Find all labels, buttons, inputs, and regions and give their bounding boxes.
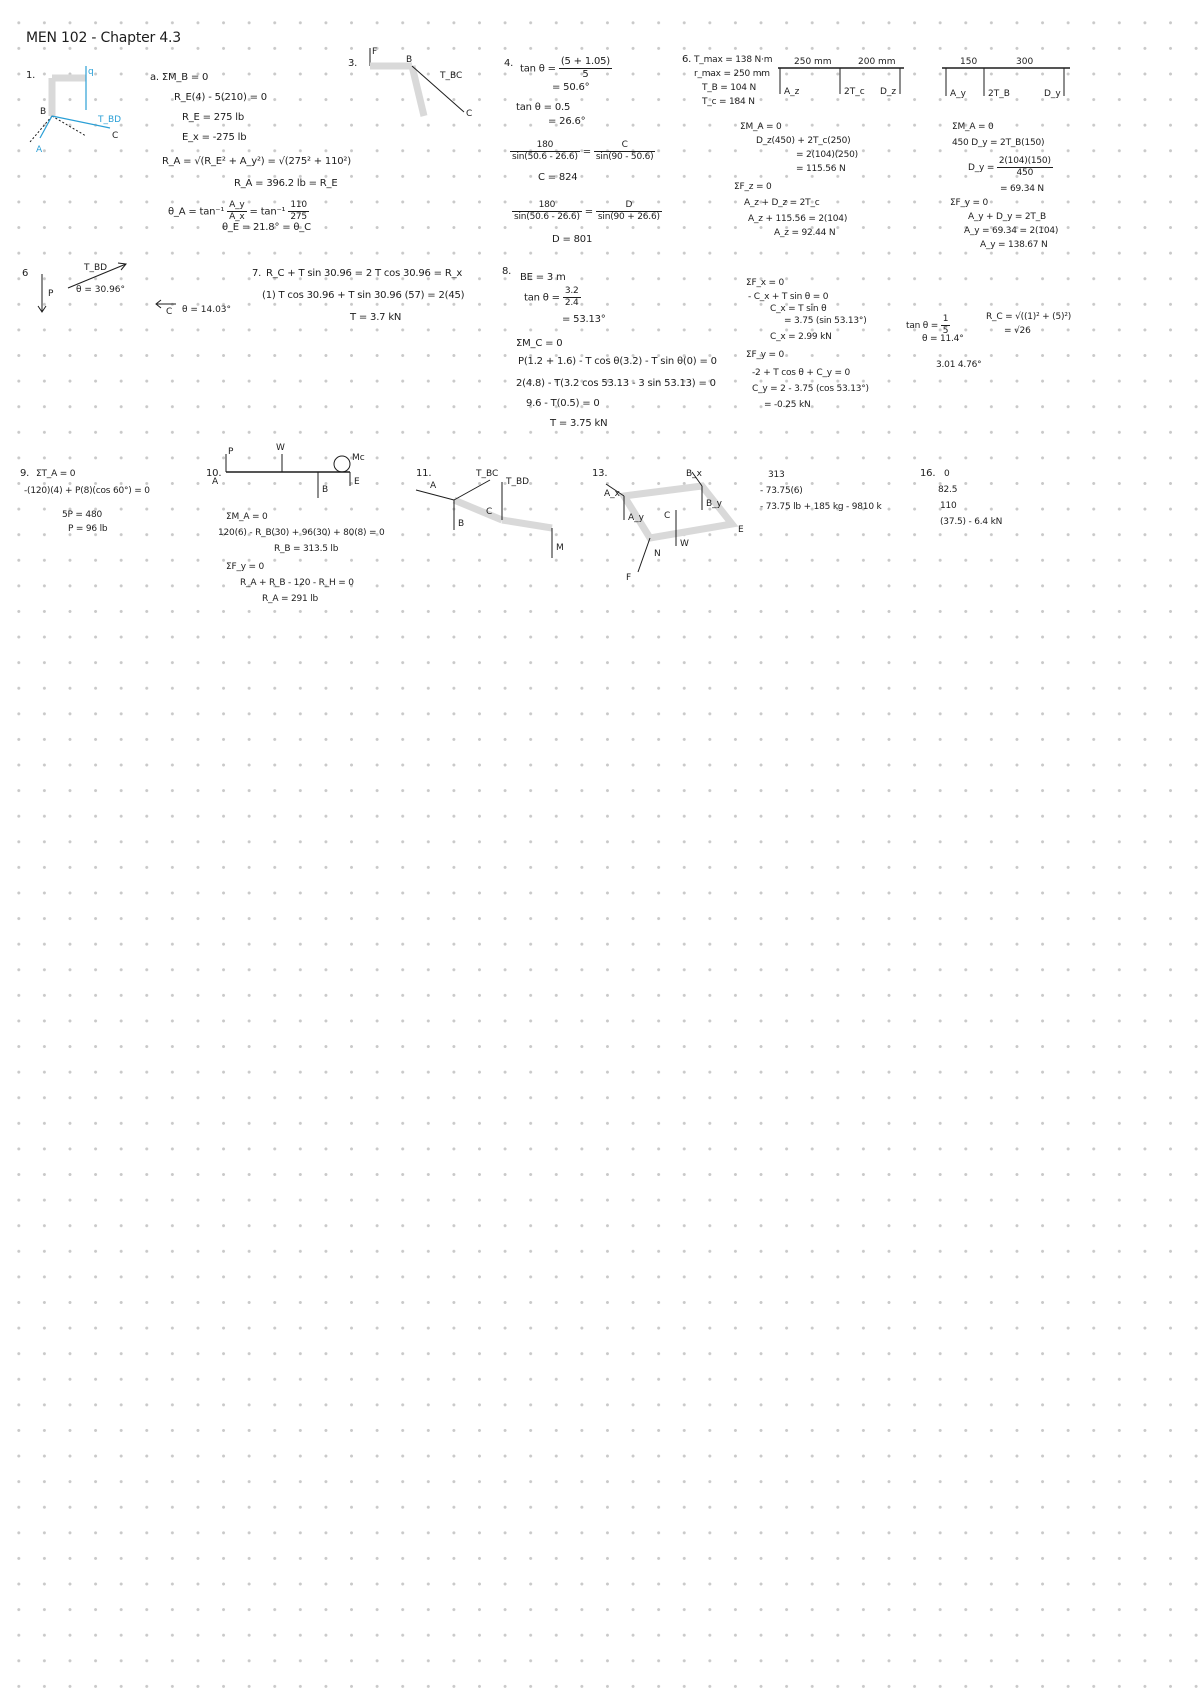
problem-8b-calc-2: - C_x + T sin θ = 0 xyxy=(748,292,829,302)
problem-8b-calc-5: C_x = 2.99 kN xyxy=(770,332,832,342)
problem-16-line-4: (37.5) - 6.4 kN xyxy=(940,517,1003,527)
problem-11-label-tbd: T_BD xyxy=(506,477,530,487)
problem-1-label-c: C xyxy=(112,131,119,141)
problem-6-line-4: T_c = 184 N xyxy=(702,97,755,107)
problem-8b-calc-6: ΣF_y = 0 xyxy=(746,350,785,360)
problem-4-line-5: D = 801 xyxy=(552,234,593,245)
problem-11-diagram xyxy=(412,470,572,566)
problem-6-calc-5: ΣF_z = 0 xyxy=(734,182,772,192)
problem-6-beam-diagram xyxy=(776,54,906,104)
problem-6b-calc-5: A_y + D_y = 2T_B xyxy=(968,212,1046,222)
problem-10-label-w: W xyxy=(276,443,285,453)
problem-13-label-e: E xyxy=(738,525,744,535)
problem-6b-beam-b: 2T_B xyxy=(988,89,1010,99)
problem-6-calc-3: = 2(104)(250) xyxy=(796,150,858,160)
problem-8-calc-1: ΣM_C = 0 xyxy=(516,338,563,349)
problem-13-label-n: N xyxy=(654,549,661,559)
problem-6-dim-2: 200 mm xyxy=(858,57,896,67)
problem-13-number: 13. xyxy=(592,468,608,479)
problem-8b-calc-7: -2 + T cos θ + C_y = 0 xyxy=(752,368,851,378)
problem-10-label-mc: Mc xyxy=(352,453,365,463)
problem-6-beam-c: D_z xyxy=(880,87,897,97)
problem-8-line-2: = 53.13° xyxy=(562,314,606,325)
problem-6b-calc-7: A_y = 138.67 N xyxy=(980,240,1048,250)
problem-13-label-f: F xyxy=(626,573,632,583)
problem-13-label-bx: B_x xyxy=(686,469,703,479)
problem-11-label-a: A xyxy=(430,481,437,491)
problem-13-label-w: W xyxy=(680,539,689,549)
problem-9-line-3: 5P = 480 xyxy=(62,510,102,520)
problem-6-calc-4: = 115.56 N xyxy=(796,164,846,174)
problem-3-diagram xyxy=(360,44,480,130)
problem-10-calc-2: 120(6) - R_B(30) + 96(30) + 80(8) = 0 xyxy=(218,528,385,538)
problem-8b-calc-8: C_y = 2 - 3.75 (cos 53.13°) xyxy=(752,384,869,394)
problem-6c-label-t: T_BD xyxy=(84,263,108,273)
problem-1-label-q: q xyxy=(88,67,94,77)
problem-6c-number: 6 xyxy=(22,268,29,279)
problem-4-line-1: = 50.6° xyxy=(552,82,590,93)
problem-6c-label-angle: θ = 30.96° xyxy=(76,285,126,295)
problem-8c-line-1: θ = 11.4° xyxy=(922,334,964,344)
problem-4-line-2: tan θ = 0.5 xyxy=(516,102,571,113)
problem-8b-calc-1: ΣF_x = 0 xyxy=(746,278,785,288)
problem-8c-rc-equation: R_C = √((1)² + (5)²) xyxy=(986,312,1072,322)
problem-1-line-1: a. ΣM_B = 0 xyxy=(150,72,209,83)
problem-6b-dy-equation: D_y = $\frac{2(104)(150)}{450}$ xyxy=(968,156,1051,178)
problem-6c-label-angle-2: θ = 14.03° xyxy=(182,305,232,315)
problem-6b-beam-diagram xyxy=(940,54,1072,104)
problem-6-calc-1: ΣM_A = 0 xyxy=(740,122,782,132)
problem-11-label-c: C xyxy=(486,507,493,517)
problem-7-line-1: R_C + T sin 30.96 = 2 T cos 30.96 = R_x xyxy=(266,268,463,279)
problem-8-line-1: BE = 3 m xyxy=(520,272,566,283)
problem-6-line-1: T_max = 138 N·m xyxy=(694,55,773,65)
problem-6b-dim-2: 300 xyxy=(1016,57,1034,67)
problem-7-number: 7. xyxy=(252,268,262,279)
problem-6-beam-b: 2T_c xyxy=(844,87,865,97)
problem-3-label-c: C xyxy=(466,109,473,119)
problem-6b-dim-1: 150 xyxy=(960,57,978,67)
problem-1-line-4: E_x = -275 lb xyxy=(182,132,247,143)
page-title: MEN 102 - Chapter 4.3 xyxy=(26,30,182,46)
problem-9-line-4: P = 96 lb xyxy=(68,524,108,534)
problem-1-diagram xyxy=(24,58,144,162)
problem-4-tan-equation: tan θ = $\frac{(5 + 1.05)}{5}$ xyxy=(520,56,610,80)
problem-3-label-t: T_BC xyxy=(440,71,463,81)
problem-1-line-3: R_E = 275 lb xyxy=(182,112,244,123)
problem-6-beam-a: A_z xyxy=(784,87,800,97)
problem-11-number: 11. xyxy=(416,468,432,479)
problem-8-tan-equation: tan θ = $\frac{3.2}{2.4}$ xyxy=(524,286,579,308)
problem-6-calc-7: A_z + 115.56 = 2(104) xyxy=(748,214,848,224)
problem-8c-tan-equation: tan θ = $\frac{1}{5}$ xyxy=(906,314,949,336)
problem-4-sine-rule-d: $\frac{180}{\sin(50.6 - 26.6)}$ = $\frac{D}{\sin(90 + 26.6)}$ xyxy=(514,200,660,222)
problem-16-line-2: 82.5 xyxy=(938,485,958,495)
problem-1-label-a: A xyxy=(36,145,43,155)
problem-8-number: 8. xyxy=(502,266,512,277)
problem-13-label-ay: A_y xyxy=(628,513,644,523)
problem-6b-calc-2: 450 D_y = 2T_B(150) xyxy=(952,138,1045,148)
problem-6-calc-2: D_z(450) + 2T_c(250) xyxy=(756,136,851,146)
problem-6-number: 6. xyxy=(682,54,692,65)
problem-13b-line-3: - 73.75 lb + 185 kg - 9810 k xyxy=(760,502,882,512)
problem-13-label-c: C xyxy=(664,511,671,521)
problem-3-number: 3. xyxy=(348,58,358,69)
problem-10-label-b: B xyxy=(322,485,329,495)
problem-7-line-2: (1) T cos 30.96 + T sin 30.96 (57) = 2(45) xyxy=(262,290,465,301)
problem-9-number: 9. xyxy=(20,468,30,479)
problem-9-line-1: ΣT_A = 0 xyxy=(36,469,76,479)
problem-1-theta-equation: θ_A = tan⁻¹ $\frac{A\_y}{A\_x}$ = tan⁻¹ $\frac{110}{275}$ xyxy=(168,200,307,222)
problem-10-label-a: A xyxy=(212,477,219,487)
problem-8b-calc-9: = -0.25 kN xyxy=(764,400,811,410)
problem-6b-calc-3: = 69.34 N xyxy=(1000,184,1044,194)
problem-6-dim-1: 250 mm xyxy=(794,57,832,67)
problem-1-label-t: T_BD xyxy=(98,115,122,125)
problem-10-calc-5: R_A + R_B - 120 - R_H = 0 xyxy=(240,578,354,588)
problem-4-number: 4. xyxy=(504,58,514,69)
problem-13b-line-2: - 73.75(6) xyxy=(760,486,803,496)
problem-7-line-3: T = 3.7 kN xyxy=(350,312,402,323)
problem-11-label-b: B xyxy=(458,519,465,529)
problem-6b-calc-6: A_y = 69.34 = 2(104) xyxy=(964,226,1059,236)
problem-8c-line-2: 3.01 4.76° xyxy=(936,360,982,370)
problem-8b-calc-4: = 3.75 (sin 53.13°) xyxy=(784,316,867,326)
problem-10-calc-3: R_B = 313.5 lb xyxy=(274,544,339,554)
problem-6-calc-8: A_z = 92.44 N xyxy=(774,228,836,238)
problem-1-line-2: R_E(4) - 5(210) = 0 xyxy=(174,92,267,103)
problem-6b-calc-4: ΣF_y = 0 xyxy=(950,198,989,208)
problem-6b-beam-c: D_y xyxy=(1044,89,1061,99)
problem-6-line-2: r_max = 250 mm xyxy=(694,69,770,79)
problem-16-line-1: 0 xyxy=(944,469,950,479)
problem-13-label-by: B_y xyxy=(706,499,723,509)
problem-1-number: 1. xyxy=(26,70,36,81)
problem-10-number: 10. xyxy=(206,468,222,479)
problem-16-line-3: 110 xyxy=(940,501,957,511)
problem-4-sine-rule-c: $\frac{180}{\sin(50.6 - 26.6)}$ = $\frac{C}{\sin(90 - 50.6)}$ xyxy=(512,140,654,162)
problem-8b-calc-3: C_x = T sin θ xyxy=(770,304,827,314)
problem-1-ra-equation: R_A = √(R_E² + A_y²) = √(275² + 110²) xyxy=(162,156,351,167)
problem-3-label-f: F xyxy=(372,47,378,57)
problem-6-line-3: T_B = 104 N xyxy=(702,83,757,93)
problem-16-number: 16. xyxy=(920,468,936,479)
problem-6b-calc-1: ΣM_A = 0 xyxy=(952,122,994,132)
problem-10-calc-1: ΣM_A = 0 xyxy=(226,512,268,522)
problem-13-diagram xyxy=(602,466,752,586)
problem-8-calc-5: T = 3.75 kN xyxy=(550,418,608,429)
problem-3-label-b: B xyxy=(406,55,413,65)
problem-10-label-e: E xyxy=(354,477,360,487)
problem-6c-label-c: C xyxy=(166,307,173,317)
problem-6c-label-p: P xyxy=(48,289,54,299)
problem-13b-line-1: 313 xyxy=(768,470,785,480)
problem-8-calc-3: 2(4.8) - T(3.2 cos 53.13 - 3 sin 53.13) = 0 xyxy=(516,378,716,389)
problem-1-line-6: θ_E = 21.8° = θ_C xyxy=(222,222,311,233)
problem-11-label-tbc: T_BC xyxy=(476,469,499,479)
problem-1-line-5: R_A = 396.2 lb = R_E xyxy=(234,178,338,189)
problem-4-line-4: C = 824 xyxy=(538,172,578,183)
problem-6c-force-diagram xyxy=(36,256,246,324)
problem-11-label-m: M xyxy=(556,543,564,553)
problem-8-calc-2: P(1.2 + 1.6) - T cos θ(3.2) - T sin θ(0) = 0 xyxy=(518,356,717,367)
problem-10-label-p: P xyxy=(228,447,234,457)
problem-9-line-2: -(120)(4) + P(8)(cos 60°) = 0 xyxy=(24,486,150,496)
problem-1-label-b: B xyxy=(40,107,47,117)
problem-8-calc-4: 9.6 - T(0.5) = 0 xyxy=(526,398,600,409)
problem-10-calc-4: ΣF_y = 0 xyxy=(226,562,265,572)
problem-6-calc-6: A_z + D_z = 2T_c xyxy=(744,198,820,208)
problem-13-label-ax: A_x xyxy=(604,489,620,499)
problem-4-line-3: = 26.6° xyxy=(548,116,586,127)
problem-8c-rc-2: = √26 xyxy=(1004,326,1031,336)
problem-6b-beam-a: A_y xyxy=(950,89,966,99)
problem-10-calc-6: R_A = 291 lb xyxy=(262,594,319,604)
